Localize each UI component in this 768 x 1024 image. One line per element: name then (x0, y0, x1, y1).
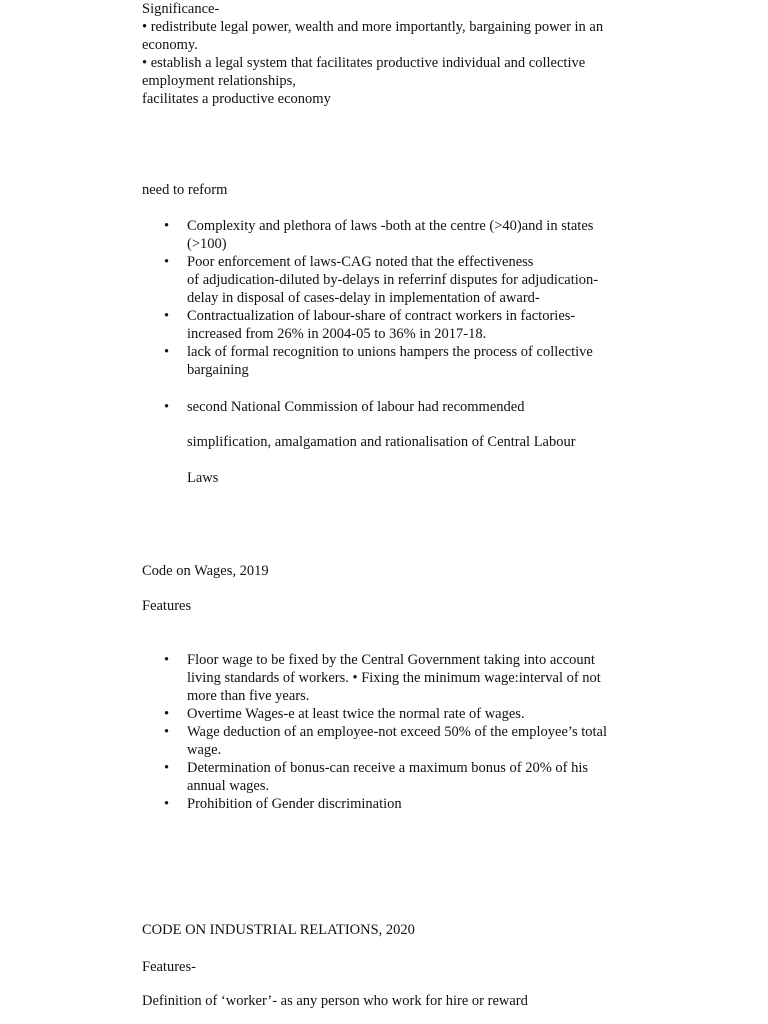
list-item: • second National Commission of labour had recommended (164, 399, 525, 415)
list-item: • Determination of bonus-can receive a maximum bonus of 20% of his annual wages. (164, 760, 589, 794)
significance-line: economy. (142, 37, 198, 53)
significance-line: employment relationships, (142, 73, 296, 89)
wages-heading: Code on Wages, 2019 (142, 563, 269, 579)
significance-line: facilitates a productive economy (142, 91, 331, 107)
significance-section (142, 0, 632, 108)
significance-line: • establish a legal system that facilitates productive individual and collective (142, 55, 586, 71)
list-item: • Overtime Wages-e at least twice the normal rate of wages. (164, 706, 525, 722)
list-item: • Floor wage to be fixed by the Central Government taking into account living standards of workers. • Fixing the minimum wage:interval of not more than five years. (164, 652, 601, 704)
wages-subheading: Features (142, 598, 192, 614)
reform-continuation: simplification, amalgamation and rationalisation of Central Labour (187, 434, 576, 450)
list-item: • Prohibition of Gender discrimination (164, 796, 402, 812)
reform-continuation: Laws (187, 470, 219, 486)
reform-heading: need to reform (142, 182, 228, 198)
bullet-icon: • (164, 724, 170, 740)
reform-list (142, 217, 632, 416)
bullet-icon: • (164, 308, 170, 324)
bullet-icon: • (164, 218, 170, 234)
list-item: • Complexity and plethora of laws -both at the centre (>40)and in states (>100) (164, 218, 594, 252)
worker-definition: Definition of ‘worker’- as any person who work for hire or reward (142, 993, 528, 1009)
bullet-icon: • (164, 344, 170, 360)
list-item: • Wage deduction of an employee-not exceed 50% of the employee’s total wage. (164, 724, 607, 758)
bullet-icon: • (164, 760, 170, 776)
bullet-icon: • (164, 652, 170, 668)
list-item: • Contractualization of labour-share of contract workers in factories- increased from 26% in 2004-05 to 36% in 2017-18. (164, 308, 576, 342)
bullet-icon: • (164, 254, 170, 270)
industrial-heading: CODE ON INDUSTRIAL RELATIONS, 2020 (142, 922, 415, 938)
list-item: • Poor enforcement of laws-CAG noted that the effectiveness of adjudication-diluted by-delays in referrinf disputes for adjudication- delay in disposal of cases-delay in implementation of award- (164, 254, 599, 306)
bullet-icon: • (164, 399, 170, 415)
bullet-icon: • (164, 706, 170, 722)
list-item: • lack of formal recognition to unions hampers the process of collective bargaining (164, 344, 593, 378)
significance-heading: Significance- (142, 1, 220, 17)
significance-line: • redistribute legal power, wealth and more importantly, bargaining power in an (142, 19, 604, 35)
industrial-subheading: Features- (142, 959, 196, 975)
bullet-icon: • (164, 796, 170, 812)
wages-list (142, 651, 632, 813)
